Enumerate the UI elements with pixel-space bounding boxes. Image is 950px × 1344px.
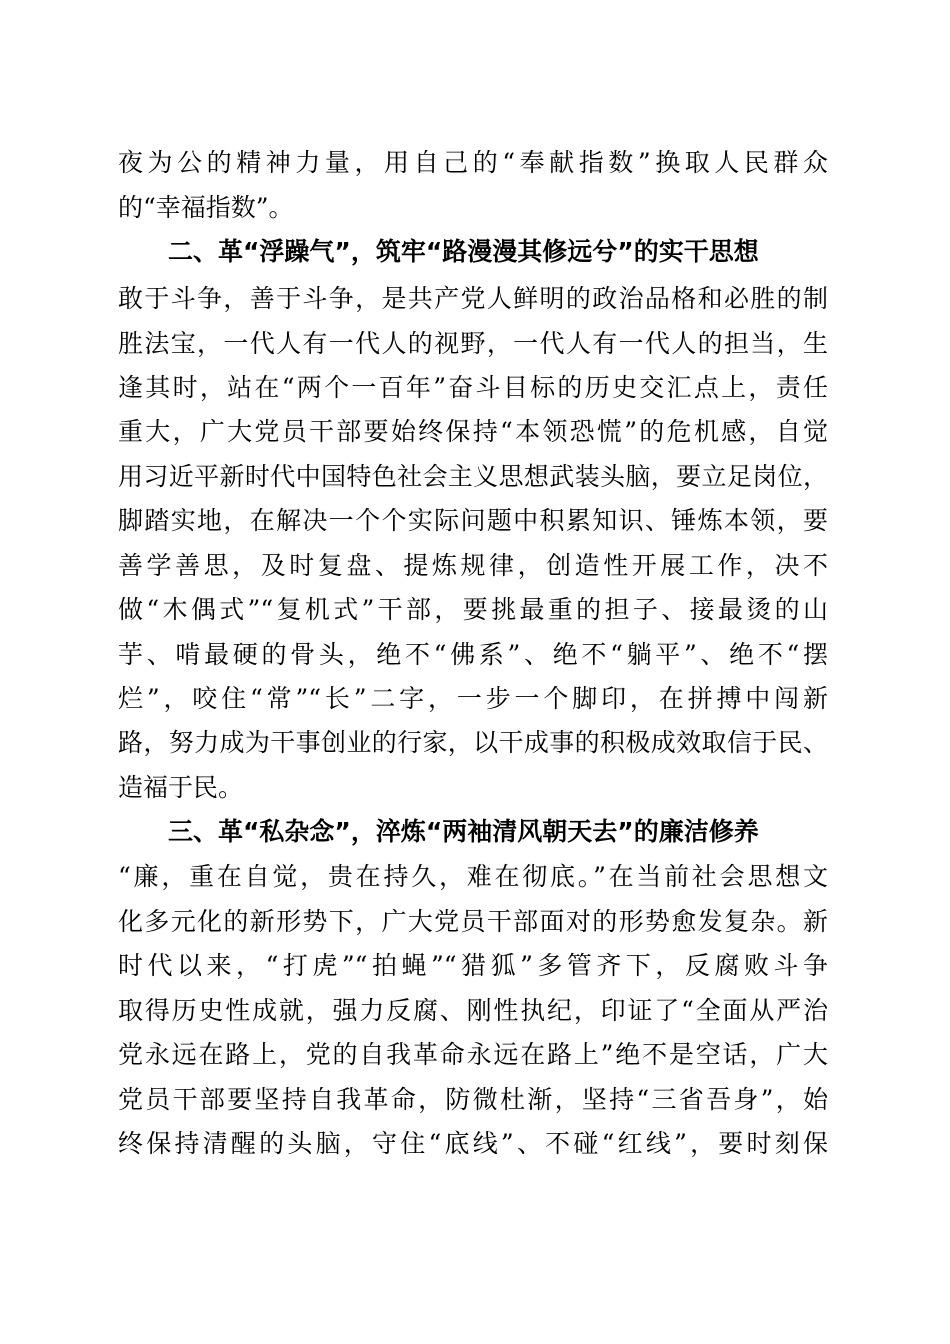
body-line: 做“木偶式”“复机式”干部，要挑最重的担子、接最烫的山 xyxy=(118,595,828,624)
body-line: 敢于斗争，善于斗争，是共产党人鲜明的政治品格和必胜的制 xyxy=(118,284,828,313)
body-line: 用习近平新时代中国特色社会主义思想武装头脑，要立足岗位， xyxy=(118,462,828,491)
body-line: 终保持清醒的头脑，守住“底线”、不碰“红线”，要时刻保 xyxy=(118,1129,828,1158)
body-line: 逢其时，站在“两个一百年”奋斗目标的历史交汇点上，责任 xyxy=(118,373,828,402)
body-line: 党永远在路上，党的自我革命永远在路上”绝不是空话，广大 xyxy=(118,1040,828,1069)
body-line: 取得历史性成就，强力反腐、刚性执纪，印证了“全面从严治 xyxy=(118,996,828,1025)
body-line: 化多元化的新形势下，广大党员干部面对的形势愈发复杂。新 xyxy=(118,907,828,936)
body-line: 胜法宝，一代人有一代人的视野，一代人有一代人的担当，生 xyxy=(118,329,828,358)
body-line: 重大，广大党员干部要始终保持“本领恐慌”的危机感，自觉 xyxy=(118,417,828,446)
body-line: 烂”，咬住“常”“长”二字，一步一个脚印，在拼搏中闯新 xyxy=(118,684,828,713)
body-line: 夜为公的精神力量，用自己的“奉献指数”换取人民群众 xyxy=(118,148,828,177)
body-line: 党员干部要坚持自我革命，防微杜渐，坚持“三省吾身”，始 xyxy=(118,1085,828,1114)
body-line: “廉，重在自觉，贵在持久，难在彻底。”在当前社会思想文 xyxy=(118,862,828,891)
body-line: 芋、啃最硬的骨头，绝不“佛系”、绝不“躺平”、绝不“摆 xyxy=(118,640,828,669)
body-line: 脚踏实地，在解决一个个实际问题中积累知识、锤炼本领，要 xyxy=(118,506,828,535)
body-line: 的“幸福指数”。 xyxy=(118,193,294,222)
section-heading: 三、革“私杂念”，淬炼“两袖清风朝天去”的廉洁修养 xyxy=(168,817,759,846)
body-line: 造福于民。 xyxy=(118,773,244,802)
body-line: 善学善思，及时复盘、提炼规律，创造性开展工作，决不 xyxy=(118,551,828,580)
body-line: 时代以来，“打虎”“拍蝇”“猎狐”多管齐下，反腐败斗争 xyxy=(118,951,828,980)
body-line: 路，努力成为干事创业的行家，以干成事的积极成效取信于民、 xyxy=(118,728,828,757)
section-heading: 二、革“浮躁气”，筑牢“路漫漫其修远兮”的实干思想 xyxy=(168,237,759,266)
